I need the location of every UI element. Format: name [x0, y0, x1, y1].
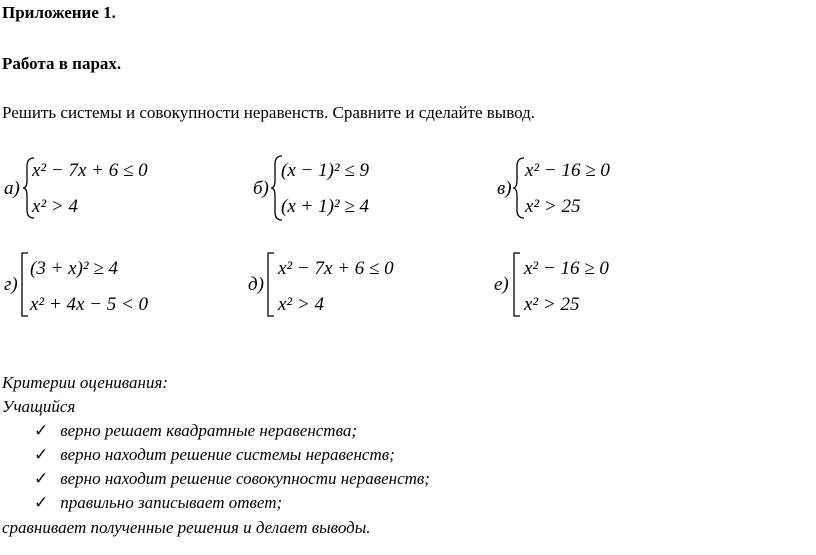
checkmark-icon: ✓	[34, 421, 49, 440]
checkmark-icon: ✓	[34, 445, 49, 464]
inequality-line-1: x² − 16 ≥ 0	[525, 160, 610, 181]
criteria-title: Критерии оценивания:	[2, 373, 169, 392]
criteria-list-item	[34, 469, 430, 489]
problem-label: е)	[494, 274, 509, 295]
inequality-line-2: (x + 1)² ≥ 4	[281, 196, 370, 217]
checkmark-icon: ✓	[34, 469, 49, 488]
inequality-line-1: x² − 7x + 6 ≤ 0	[32, 160, 148, 181]
page-heading: Приложение 1.	[2, 3, 116, 22]
set-bracket-icon	[20, 252, 30, 318]
criteria-item-text: верно находит решение системы неравенств;	[60, 445, 395, 464]
inequality-line-1: (3 + x)² ≥ 4	[30, 258, 119, 279]
inequality-line-2: x² + 4x − 5 < 0	[30, 294, 149, 315]
set-bracket-icon	[266, 252, 276, 318]
checkmark-icon: ✓	[34, 493, 49, 512]
inequality-line-1: (x − 1)² ≤ 9	[281, 160, 370, 181]
inequality-line-2: x² > 25	[524, 294, 580, 315]
criteria-item-text: правильно записывает ответ;	[60, 493, 283, 512]
inequality-line-1: x² − 16 ≥ 0	[524, 258, 609, 279]
criteria-footer: сравнивает полученные решения и делает выводы.	[2, 518, 371, 537]
criteria-item-text: верно решает квадратные неравенства;	[60, 421, 358, 440]
inequality-line-2: x² > 25	[525, 196, 581, 217]
section-title: Работа в парах.	[2, 54, 122, 73]
problem-label: г)	[4, 274, 18, 295]
criteria-list-item	[34, 421, 357, 441]
problem-label: б)	[253, 178, 269, 199]
system-brace-icon	[512, 156, 526, 220]
inequality-line-1: x² − 7x + 6 ≤ 0	[278, 258, 394, 279]
inequality-line-2: x² > 4	[278, 294, 324, 315]
criteria-list-item	[34, 493, 282, 513]
criteria-subject: Учащийся	[2, 397, 76, 416]
problem-label: в)	[497, 178, 512, 199]
task-instruction: Решить системы и совокупности неравенств. Сравните и сделайте вывод.	[2, 103, 536, 122]
criteria-item-text: верно находит решение совокупности неравенств;	[60, 469, 430, 488]
inequality-line-2: x² > 4	[32, 196, 78, 217]
problem-label: д)	[248, 274, 264, 295]
criteria-list-item	[34, 445, 395, 465]
problem-label: а)	[4, 178, 20, 199]
set-bracket-icon	[512, 252, 522, 318]
